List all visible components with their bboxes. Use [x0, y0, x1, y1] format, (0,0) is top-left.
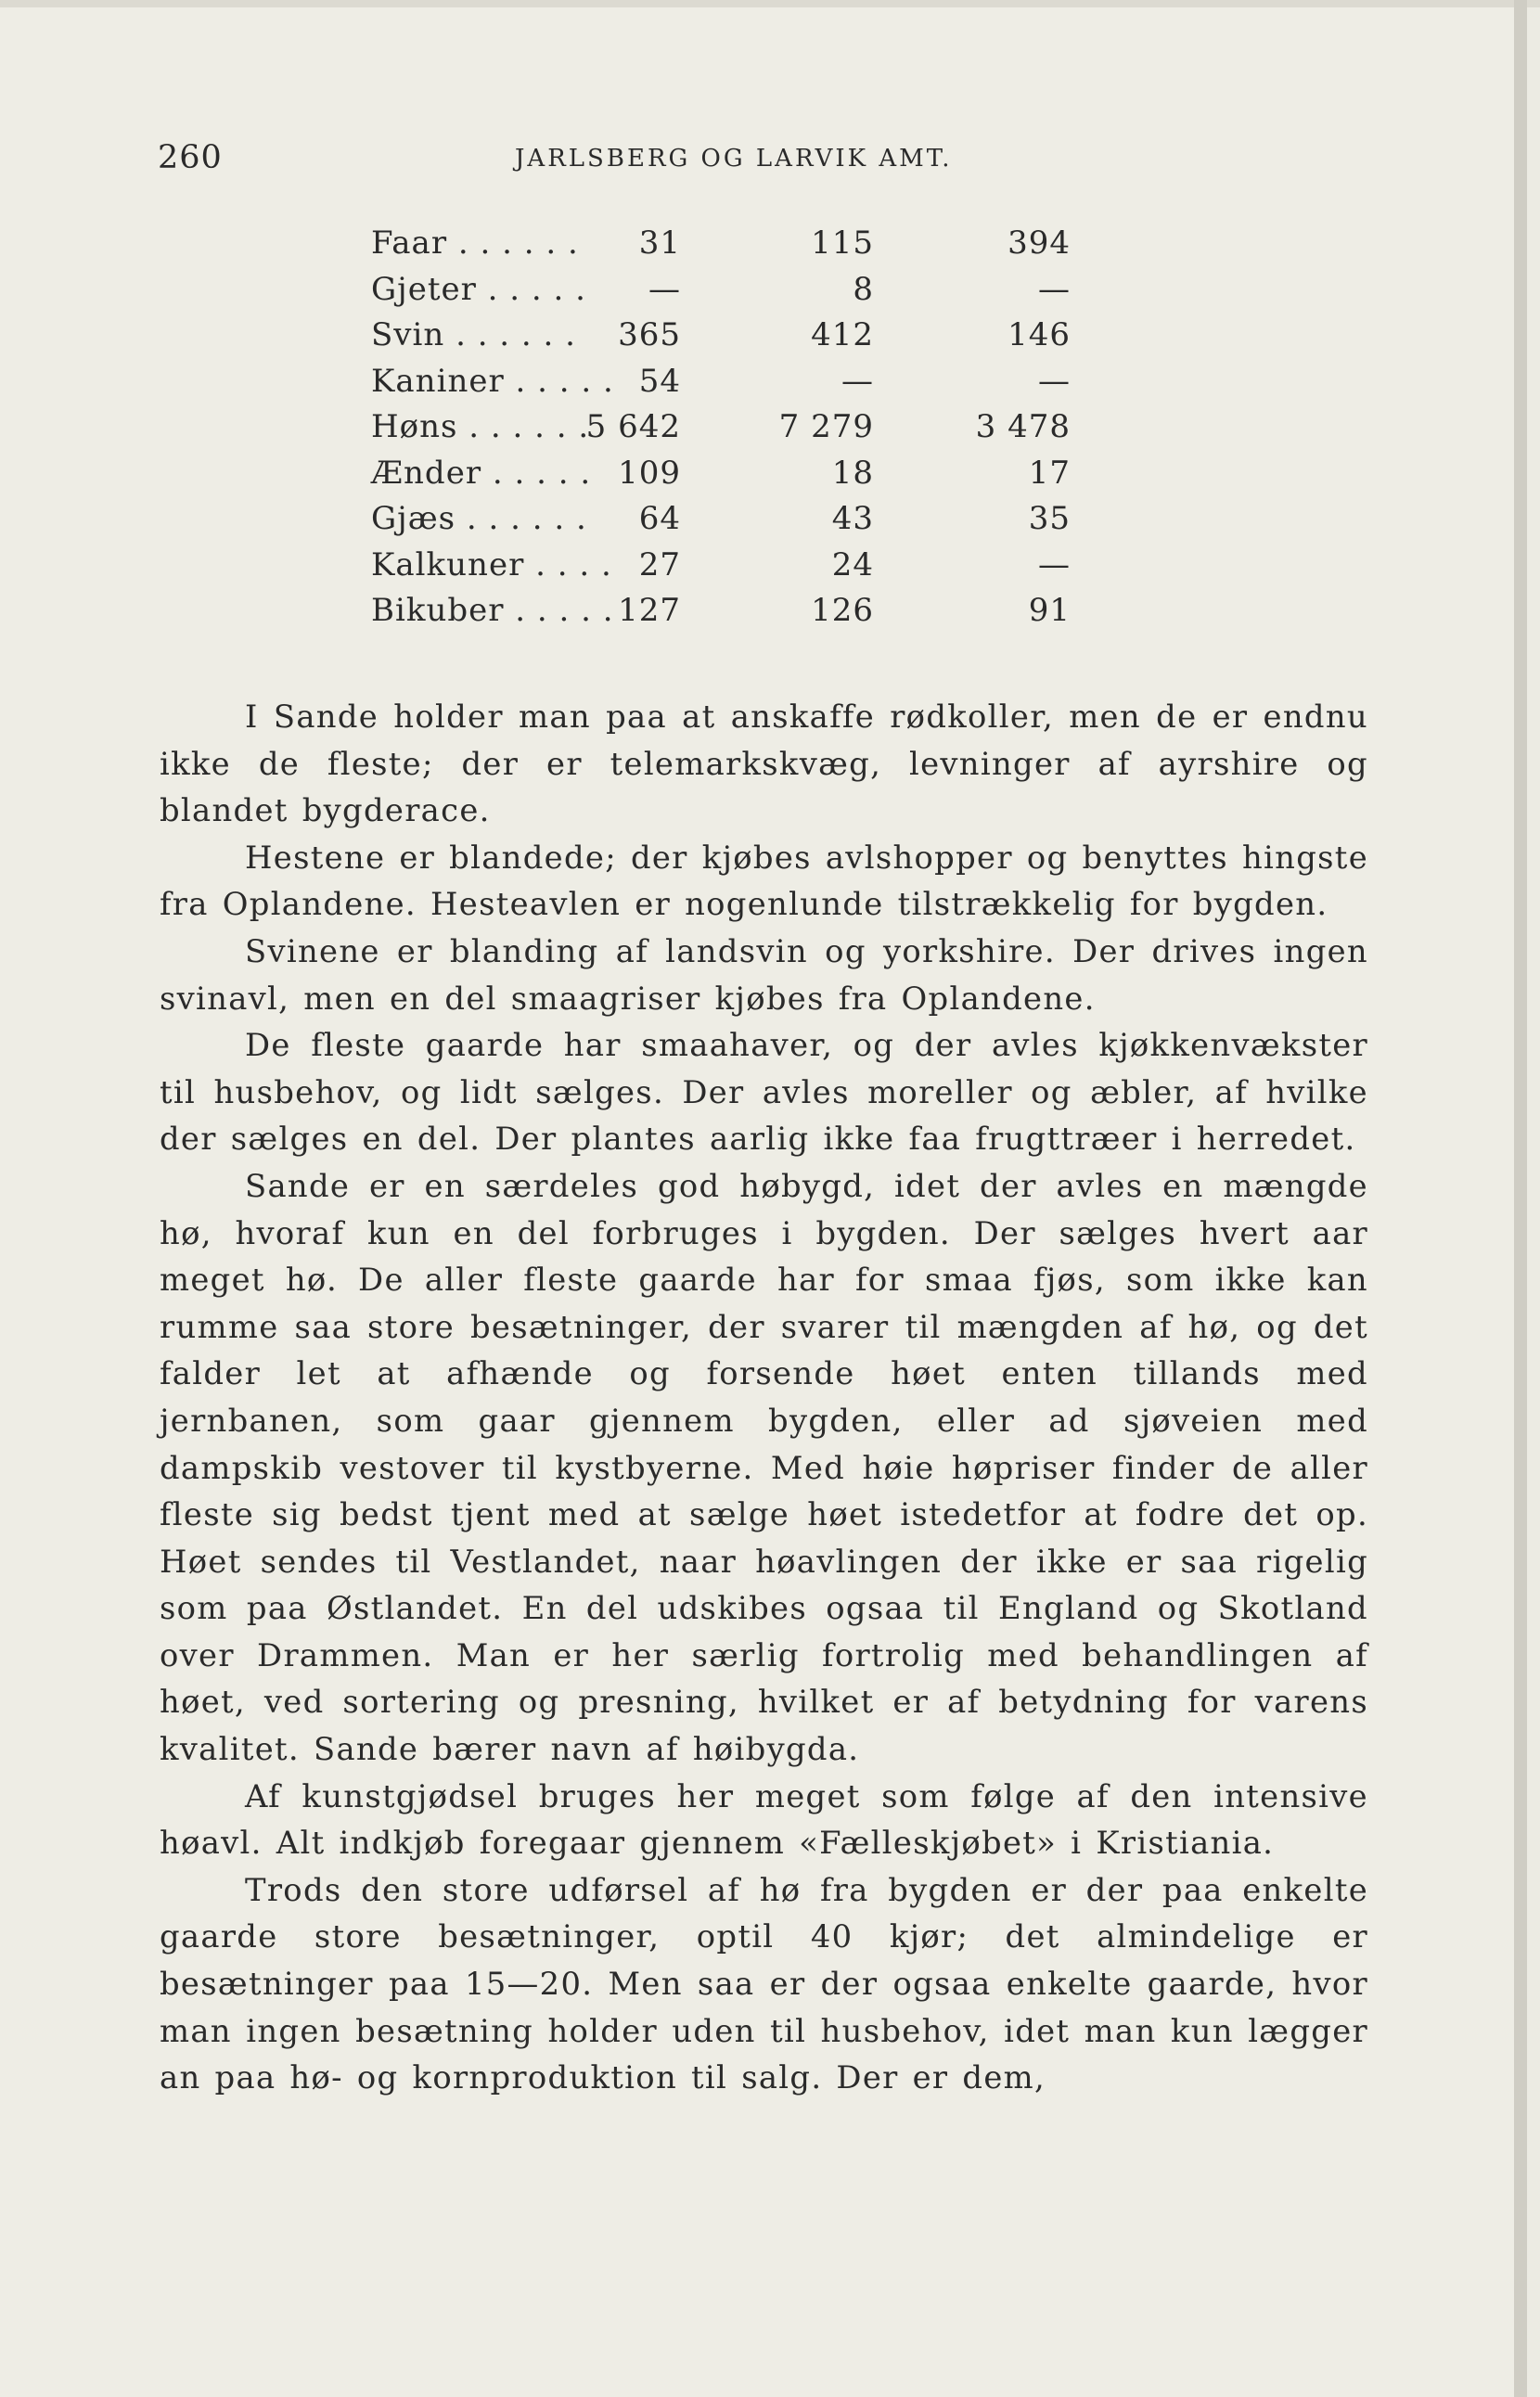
table-row: [371, 271, 1187, 317]
row-label: Høns . . . . . .: [371, 408, 590, 445]
row-value-col1: 27: [638, 545, 681, 583]
page-right-edge: [1514, 0, 1527, 2397]
paragraph: Sande er en særdeles god høbygd, idet der avles en mængde hø, hvoraf kun en del forbruges i bygden. Der sælges hvert aar meget hø. De aller fleste gaarde har for smaa fjøs, som ikke kan rumme saa store besætninger, der svarer til mængden af hø, og det falder let at afhænde og forsende høet enten tillands med jernbanen, som gaar gjennem bygden, eller ad sjøveien med dampskib vestover til kystbyerne. Med høie høpriser finder de aller fleste sig bedst tjent med at sælge høet istedetfor at fodre det op. Høet sendes til Vestlandet, naar høavlingen der ikke er saa rigelig som paa Østlandet. En del udskibes ogsaa til England og Skotland over Drammen. Man er her særlig fortrolig med behandlingen af høet, ved sortering og presning, hvilket er af betydning for varens kvalitet. Sande bærer navn af høibygda.: [160, 1167, 1368, 1768]
row-value-col1: 54: [638, 362, 681, 400]
row-value-col3: 17: [1028, 454, 1071, 492]
row-value-col2: 115: [811, 224, 874, 262]
table-row: [371, 455, 1187, 501]
row-value-col1: 127: [618, 592, 681, 629]
row-value-col3: —: [1038, 545, 1071, 583]
page-number: 260: [158, 139, 223, 176]
row-value-col1: 365: [618, 316, 681, 353]
row-value-col2: 43: [831, 500, 874, 537]
body-text: [160, 694, 1368, 2102]
row-value-col2: 126: [811, 592, 874, 629]
livestock-table: [371, 224, 1187, 638]
table-row: [371, 500, 1187, 546]
paragraph: Trods den store udførsel af hø fra bygden er der paa enkelte gaarde store besætninger, optil 40 kjør; det almindelige er besætninger paa 15—20. Men saa er der ogsaa enkelte gaarde, hvor man ingen besætning holder uden til husbehov, idet man kun lægger an paa hø- og kornproduktion til salg. Der er dem,: [160, 1871, 1368, 2096]
row-value-col3: 146: [1007, 316, 1071, 353]
page-top-edge: [0, 0, 1540, 7]
row-label: Bikuber . . . . .: [371, 592, 614, 629]
row-value-col3: 35: [1028, 500, 1071, 537]
row-label: Gjæs . . . . . .: [371, 500, 587, 537]
row-value-col3: —: [1038, 270, 1071, 308]
row-value-col2: —: [841, 362, 874, 400]
row-value-col2: 412: [811, 316, 874, 353]
paragraph: De fleste gaarde har smaahaver, og der avles kjøkkenvækster til husbehov, og lidt sælges. Der avles moreller og æbler, af hvilke der sælges en del. Der plantes aarlig ikke faa frugttræer i herredet.: [160, 1027, 1368, 1158]
running-title: JARLSBERG OG LARVIK AMT.: [515, 145, 953, 173]
paragraph: Hestene er blandede; der kjøbes avlshopper og benyttes hingste fra Oplandene. Hesteavlen er nogenlunde tilstrækkelig for bygden.: [160, 839, 1368, 923]
row-value-col3: 394: [1007, 224, 1071, 262]
row-value-col2: 18: [831, 454, 874, 492]
row-value-col2: 24: [831, 545, 874, 583]
paragraph: Af kunstgjødsel bruges her meget som følge af den intensive høavl. Alt indkjøb foregaar gjennem «Fælleskjøbet» i Kristiania.: [160, 1777, 1368, 1862]
row-value-col3: 3 478: [975, 408, 1071, 445]
row-value-col2: 7 279: [778, 408, 874, 445]
paragraph: I Sande holder man paa at anskaffe rødkoller, men de er endnu ikke de fleste; der er telemarkskvæg, levninger af ayrshire og blandet bygderace.: [160, 699, 1368, 829]
table-row: [371, 592, 1187, 638]
row-value-col3: 91: [1028, 592, 1071, 629]
table-row: [371, 546, 1187, 593]
row-label: Svin . . . . . .: [371, 316, 576, 353]
page-header: [158, 139, 1373, 186]
row-label: Faar . . . . . .: [371, 224, 579, 262]
table-row: [371, 224, 1187, 271]
row-value-col2: 8: [853, 270, 874, 308]
row-label: Kaniner . . . . .: [371, 362, 614, 400]
row-value-col1: 64: [638, 500, 681, 537]
table-row: [371, 408, 1187, 455]
row-value-col1: —: [648, 270, 681, 308]
row-value-col1: 109: [618, 454, 681, 492]
row-value-col3: —: [1038, 362, 1071, 400]
row-label: Gjeter . . . . .: [371, 270, 586, 308]
row-value-col1: 5 642: [585, 408, 681, 445]
row-label: Kalkuner . . . .: [371, 545, 612, 583]
row-value-col1: 31: [638, 224, 681, 262]
table-row: [371, 363, 1187, 409]
table-row: [371, 316, 1187, 363]
row-label: Ænder . . . . .: [371, 454, 592, 492]
paragraph: Svinene er blanding af landsvin og yorkshire. Der drives ingen svinavl, men en del smaagriser kjøbes fra Oplandene.: [160, 932, 1368, 1017]
